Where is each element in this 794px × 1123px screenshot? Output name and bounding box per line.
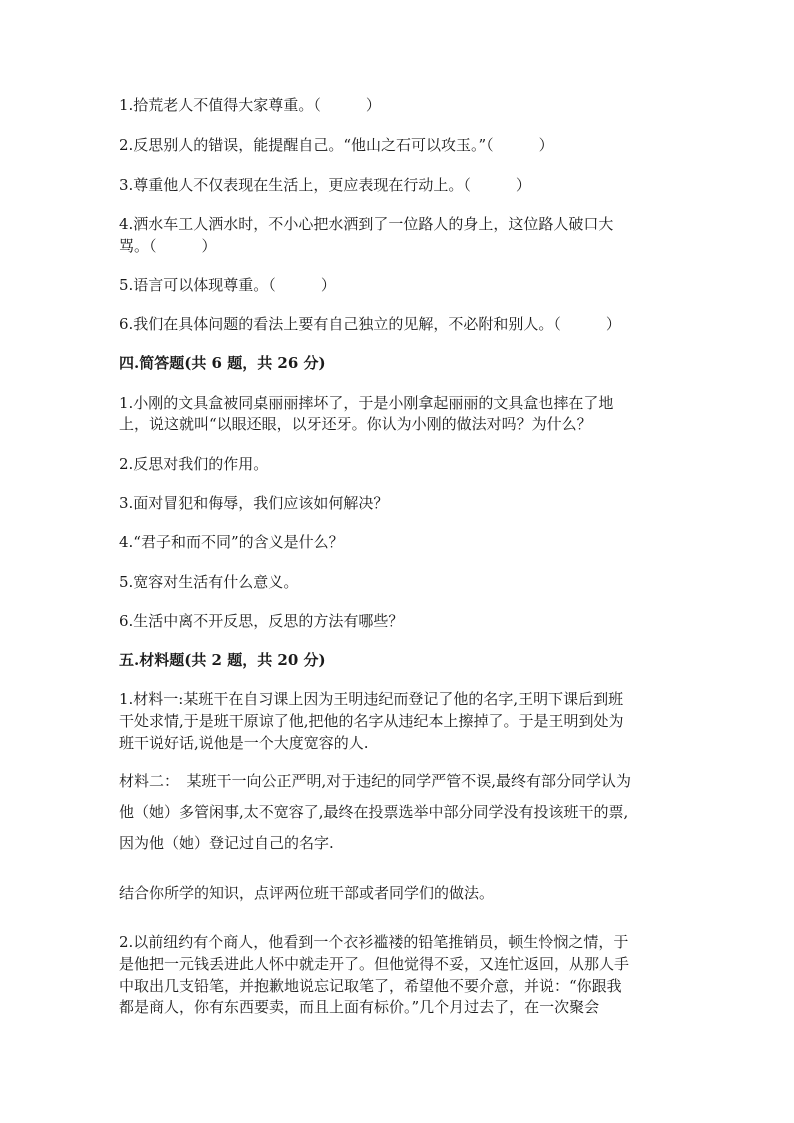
short-answer-1-line-2: 上，说这就叫“以眼还眼，以牙还牙。你认为小刚的做法对吗？为什么？ <box>119 415 592 433</box>
judgement-item-2: 2.反思别人的错误，能提醒自己。“他山之石可以攻玉。”（ ） <box>119 136 554 154</box>
material-2-q-line-1: 2.以前纽约有个商人，他看到一个衣衫褴褛的铅笔推销员，顿生怜悯之情，于 <box>119 933 629 951</box>
short-answer-3: 3.面对冒犯和侮辱，我们应该如何解决？ <box>119 494 389 512</box>
material-2-q-line-2: 是他把一元钱丢进此人怀中就走开了。但他觉得不妥，又连忙返回，从那人手 <box>119 955 630 973</box>
judgement-item-5: 5.语言可以体现尊重。（ ） <box>119 276 336 294</box>
judgement-item-3: 3.尊重他人不仅表现在生活上，更应表现在行动上。（ ） <box>119 176 531 194</box>
judgement-item-1: 1.拾荒老人不值得大家尊重。（ ） <box>119 96 381 114</box>
material-question: 结合你所学的知识，点评两位班干部或者同学们的做法。 <box>119 884 495 902</box>
material-2-line-1: 材料二： 某班干一向公正严明,对于违纪的同学严管不误,最终有部分同学认为 <box>119 772 632 790</box>
material-2-line-3: 因为他（她）登记过自己的名字. <box>119 834 334 852</box>
judgement-item-4-line-1: 4.洒水车工人洒水时，不小心把水洒到了一位路人的身上，这位路人破口大 <box>119 215 614 233</box>
material-2-q-line-3: 中取出几支铅笔，并抱歉地说忘记取笔了，希望他不要介意，并说：“你跟我 <box>119 977 622 995</box>
material-2-q-line-4: 都是商人，你有东西要卖，而且上面有标价。”几个月过去了，在一次聚会 <box>119 998 600 1016</box>
section-4-heading: 四.简答题(共 6 题，共 26 分) <box>119 354 326 372</box>
material-1-line-2: 干处求情,于是班干原谅了他,把他的名字从违纪本上擦掉了。于是王明到处为 <box>119 712 624 730</box>
material-1-line-3: 班干说好话,说他是一个大度宽容的人. <box>119 734 369 752</box>
short-answer-2: 2.反思对我们的作用。 <box>119 455 269 473</box>
material-2-line-2: 他（她）多管闲事,太不宽容了,最终在投票选举中部分同学没有投该班干的票, <box>119 803 629 821</box>
section-5-heading: 五.材料题(共 2 题，共 20 分) <box>119 651 326 669</box>
judgement-item-4-line-2: 骂。（ ） <box>119 237 217 255</box>
short-answer-6: 6.生活中离不开反思，反思的方法有哪些？ <box>119 612 404 630</box>
short-answer-4: 4.“君子和而不同”的含义是什么？ <box>119 533 344 551</box>
judgement-item-6: 6.我们在具体问题的看法上要有自己独立的见解，不必附和别人。（ ） <box>119 315 621 333</box>
short-answer-1-line-1: 1.小刚的文具盒被同桌丽丽摔坏了，于是小刚拿起丽丽的文具盒也摔在了地 <box>119 394 614 412</box>
material-1-line-1: 1.材料一:某班干在自习课上因为王明违纪而登记了他的名字,王明下课后到班 <box>119 690 624 708</box>
short-answer-5: 5.宽容对生活有什么意义。 <box>119 573 299 591</box>
